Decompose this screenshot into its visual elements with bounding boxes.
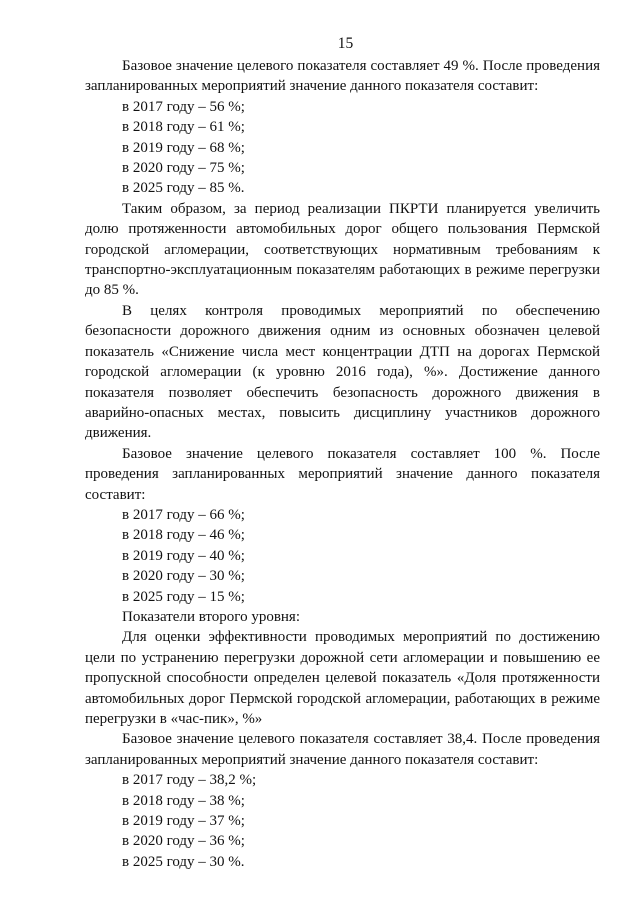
section-subheading: Показатели второго уровня: [122, 608, 300, 625]
paragraph: Базовое значение целевого показателя составляет 100 %. После проведения запланированных мероприятий значение данного показателя составит: [85, 445, 600, 503]
list-item: в 2019 году – 40 %; [122, 547, 245, 564]
list-item: в 2018 году – 38 %; [122, 792, 245, 809]
list-item: в 2020 году – 75 %; [122, 160, 245, 177]
document-body [85, 56, 600, 872]
paragraph: Базовое значение целевого показателя составляет 49 %. После проведения запланированных мероприятий значение данного показателя составит: [85, 58, 600, 95]
list-item: в 2018 году – 61 %; [122, 119, 245, 136]
list-item: в 2025 году – 85 %. [122, 180, 245, 197]
list-item: в 2020 году – 36 %; [122, 833, 245, 850]
paragraph: Базовое значение целевого показателя составляет 38,4. После проведения запланированных мероприятий значение данного показателя составит: [85, 731, 600, 768]
list-item: в 2025 году – 30 %. [122, 853, 245, 870]
document-page [85, 34, 600, 872]
paragraph: В целях контроля проводимых мероприятий по обеспечению безопасности дорожного движения одним из основных обозначен целевой показатель «Снижение числа мест концентрации ДТП на дорогах Пермской городской агломерации (к уровню 2016 года), %». Достижение данного показателя позволяет обеспечить безопасность дорожного движения в аварийно-опасных местах, повысить дисциплину участников дорожного движения. [85, 302, 600, 442]
list-item: в 2017 году – 38,2 %; [122, 772, 257, 789]
list-item: в 2017 году – 66 %; [122, 506, 245, 523]
paragraph: Таким образом, за период реализации ПКРТИ планируется увеличить долю протяженности автомобильных дорог общего пользования Пермской городской агломерации, соответствующих нормативным требованиям к транспортно-эксплуатационным показателям работающих в режиме перегрузки до 85 %. [85, 200, 600, 299]
list-item: в 2018 году – 46 %; [122, 527, 245, 544]
list-item: в 2017 году – 56 %; [122, 98, 245, 115]
paragraph: Для оценки эффективности проводимых мероприятий по достижению цели по устранению перегрузки дорожной сети агломерации и повышению ее пропускной способности определен целевой показатель «Доля протяженности автомобильных дорог Пермской городской агломерации, работающих в режиме перегрузки в «час-пик», %» [85, 629, 600, 727]
list-item: в 2019 году – 37 %; [122, 813, 245, 830]
list-item: в 2019 году – 68 %; [122, 139, 245, 156]
list-item: в 2020 году – 30 %; [122, 568, 245, 585]
page-number: 15 [337, 35, 354, 52]
list-item: в 2025 году – 15 %; [122, 588, 245, 605]
